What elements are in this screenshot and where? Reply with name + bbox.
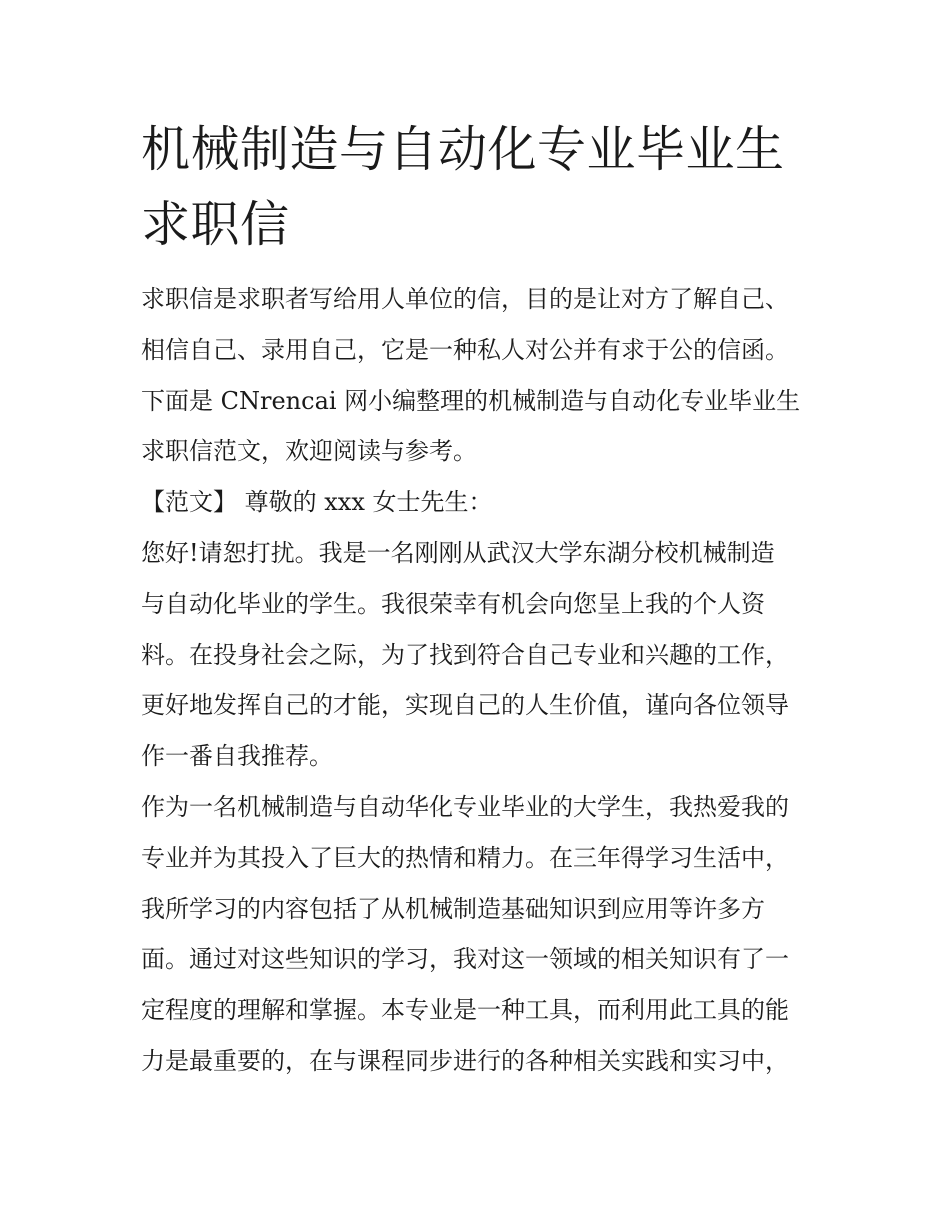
page-title (141, 112, 813, 262)
paragraph-line: 更好地发挥自己的才能，实现自己的人生价值，谨向各位领导 (141, 691, 789, 720)
paragraph-line: 定程度的理解和掌握。本专业是一种工具，而利用此工具的能 (141, 996, 789, 1025)
document-page (141, 112, 813, 1087)
salutation-line: 【范文】 尊敬的 xxx 女士先生： (141, 488, 493, 517)
paragraph-line: 专业并为其投入了巨大的热情和精力。在三年得学习生活中， (141, 843, 789, 872)
paragraph-line: 作一番自我推荐。 (141, 742, 333, 771)
paragraph-line: 我所学习的内容包括了从机械制造基础知识到应用等许多方 (141, 894, 765, 923)
paragraph-line: 力是最重要的，在与课程同步进行的各种相关实践和实习中， (141, 1046, 789, 1075)
paragraph-line: 求职信是求职者写给用人单位的信，目的是让对方了解自己、 (141, 285, 789, 313)
paragraph-line: 求职信范文，欢迎阅读与参考。 (141, 437, 477, 466)
paragraph-line: 与自动化毕业的学生。我很荣幸有机会向您呈上我的个人资 (141, 589, 765, 618)
paragraph-line: 料。在投身社会之际，为了找到符合自己专业和兴趣的工作， (141, 640, 789, 669)
paragraph-line: 相信自己、录用自己，它是一种私人对公并有求于公的信函。 (141, 335, 789, 364)
title-line: 求职信 (141, 196, 290, 253)
letter-body (141, 274, 813, 1087)
title-line: 机械制造与自动化专业毕业生 (141, 121, 785, 178)
paragraph-line: 下面是 CNrencai 网小编整理的机械制造与自动化专业毕业生 (141, 386, 801, 415)
paragraph-line: 您好!请恕打扰。我是一名刚刚从武汉大学东湖分校机械制造 (141, 538, 775, 567)
paragraph-line: 面。通过对这些知识的学习，我对这一领域的相关知识有了一 (141, 945, 789, 974)
paragraph-line: 作为一名机械制造与自动华化专业毕业的大学生，我热爱我的 (141, 792, 789, 821)
